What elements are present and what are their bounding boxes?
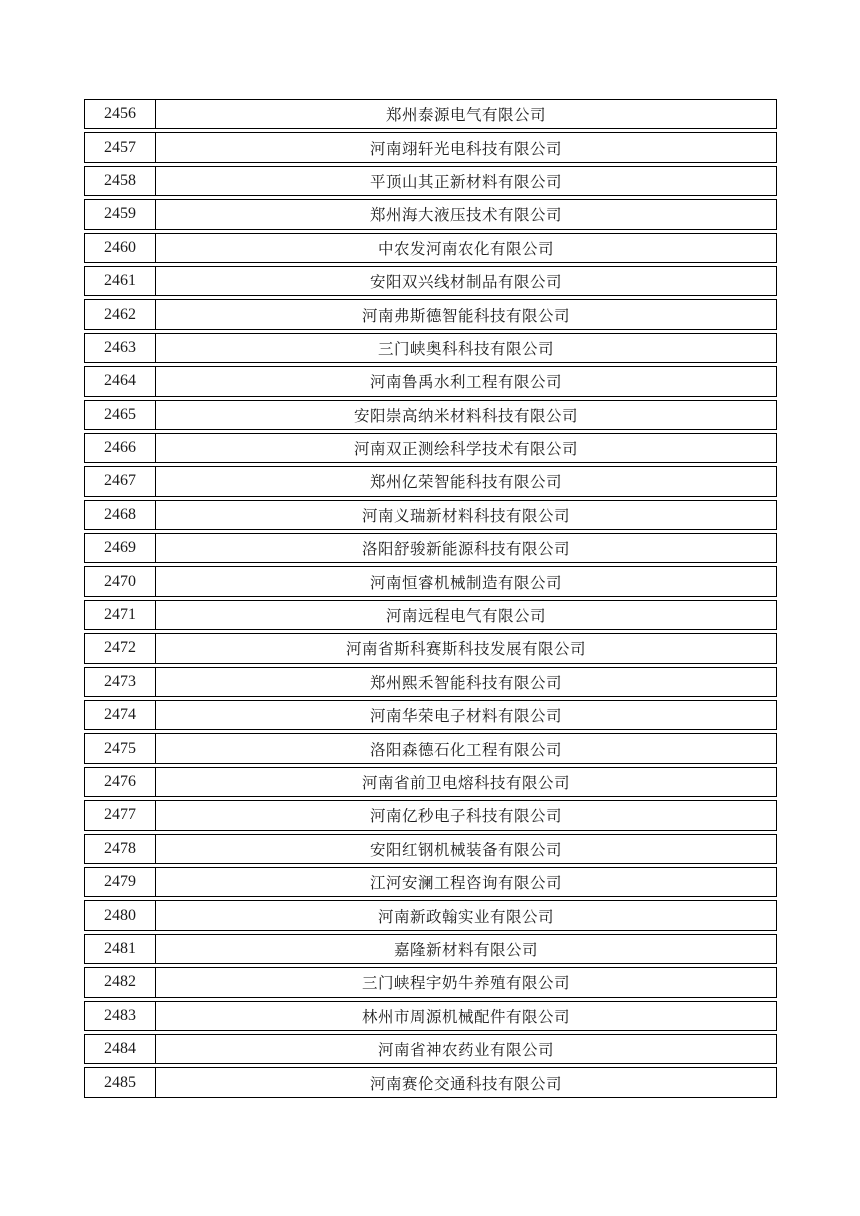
serial-number-cell: 2464 (85, 367, 156, 395)
company-name-cell: 洛阳森德石化工程有限公司 (369, 741, 562, 759)
serial-number-cell: 2469 (85, 534, 156, 562)
serial-number-cell: 2480 (85, 901, 156, 929)
company-name-cell: 嘉隆新材料有限公司 (393, 941, 538, 959)
table-row (84, 199, 777, 229)
company-name-cell: 安阳红钢机械装备有限公司 (369, 841, 562, 859)
table-row (84, 166, 777, 196)
company-name-cell: 郑州熙禾智能科技有限公司 (369, 674, 562, 692)
company-name-cell: 河南亿秒电子科技有限公司 (369, 808, 562, 826)
table-row (84, 633, 777, 663)
company-name-cell: 中农发河南农化有限公司 (377, 240, 554, 258)
company-name-cell: 河南省斯科赛斯科技发展有限公司 (345, 641, 586, 659)
company-name-cell: 郑州海大液压技术有限公司 (369, 207, 562, 225)
table-row (84, 566, 777, 596)
table-row (84, 600, 777, 630)
serial-number-cell: 2456 (85, 100, 156, 128)
table-row (84, 233, 777, 263)
table-row (84, 99, 777, 129)
table-row (84, 266, 777, 296)
serial-number-cell: 2467 (85, 467, 156, 495)
serial-number-cell: 2461 (85, 267, 156, 295)
company-name-cell: 河南鲁禹水利工程有限公司 (369, 374, 562, 392)
table-row (84, 834, 777, 864)
company-name-cell: 河南翊轩光电科技有限公司 (369, 140, 562, 158)
serial-number-cell: 2478 (85, 835, 156, 863)
table-row (84, 967, 777, 997)
company-name-cell: 河南赛伦交通科技有限公司 (369, 1075, 562, 1093)
company-name-cell: 郑州亿荣智能科技有限公司 (369, 474, 562, 492)
company-name-cell: 三门峡程宇奶牛养殖有限公司 (361, 975, 570, 993)
table-row (84, 800, 777, 830)
serial-number-cell: 2471 (85, 601, 156, 629)
table-row (84, 500, 777, 530)
serial-number-cell: 2473 (85, 668, 156, 696)
table-row (84, 466, 777, 496)
serial-number-cell: 2481 (85, 935, 156, 963)
serial-number-cell: 2457 (85, 133, 156, 161)
serial-number-cell: 2472 (85, 634, 156, 662)
serial-number-cell: 2459 (85, 200, 156, 228)
company-name-cell: 林州市周源机械配件有限公司 (361, 1008, 570, 1026)
serial-number-cell: 2458 (85, 167, 156, 195)
table-row (84, 299, 777, 329)
serial-number-cell: 2477 (85, 801, 156, 829)
company-name-cell: 郑州泰源电气有限公司 (385, 107, 546, 125)
serial-number-cell: 2482 (85, 968, 156, 996)
table-row (84, 767, 777, 797)
serial-number-cell: 2476 (85, 768, 156, 796)
company-name-cell: 河南弗斯德智能科技有限公司 (361, 307, 570, 325)
table-row (84, 333, 777, 363)
serial-number-cell: 2485 (85, 1068, 156, 1096)
serial-number-cell: 2479 (85, 868, 156, 896)
table-row (84, 533, 777, 563)
table-row (84, 733, 777, 763)
serial-number-cell: 2483 (85, 1002, 156, 1030)
company-name-cell: 安阳崇高纳米材料科技有限公司 (353, 407, 578, 425)
company-name-cell: 洛阳舒骏新能源科技有限公司 (361, 541, 570, 559)
company-table (84, 99, 777, 1101)
serial-number-cell: 2484 (85, 1035, 156, 1063)
serial-number-cell: 2463 (85, 334, 156, 362)
company-name-cell: 河南恒睿机械制造有限公司 (369, 574, 562, 592)
serial-number-cell: 2462 (85, 300, 156, 328)
company-name-cell: 安阳双兴线材制品有限公司 (369, 274, 562, 292)
company-name-cell: 江河安澜工程咨询有限公司 (369, 875, 562, 893)
serial-number-cell: 2460 (85, 234, 156, 262)
company-name-cell: 河南省神农药业有限公司 (377, 1042, 554, 1060)
table-row (84, 366, 777, 396)
company-name-cell: 河南华荣电子材料有限公司 (369, 708, 562, 726)
table-row (84, 132, 777, 162)
company-name-cell: 河南新政翰实业有限公司 (377, 908, 554, 926)
serial-number-cell: 2470 (85, 567, 156, 595)
serial-number-cell: 2465 (85, 401, 156, 429)
table-row (84, 934, 777, 964)
table-row (84, 1001, 777, 1031)
serial-number-cell: 2475 (85, 734, 156, 762)
company-name-cell: 河南省前卫电熔科技有限公司 (361, 775, 570, 792)
company-name-cell: 三门峡奥科科技有限公司 (377, 340, 554, 358)
table-row (84, 400, 777, 430)
company-name-cell: 河南远程电气有限公司 (385, 608, 546, 626)
table-row (84, 1034, 777, 1064)
table-row (84, 700, 777, 730)
table-row (84, 433, 777, 463)
serial-number-cell: 2468 (85, 501, 156, 529)
company-name-cell: 河南义瑞新材料科技有限公司 (361, 507, 570, 525)
table-row (84, 900, 777, 930)
table-row (84, 867, 777, 897)
table-row (84, 1067, 777, 1097)
company-name-cell: 河南双正测绘科学技术有限公司 (353, 441, 578, 459)
company-name-cell: 平顶山其正新材料有限公司 (369, 173, 562, 191)
table-row (84, 667, 777, 697)
serial-number-cell: 2474 (85, 701, 156, 729)
serial-number-cell: 2466 (85, 434, 156, 462)
